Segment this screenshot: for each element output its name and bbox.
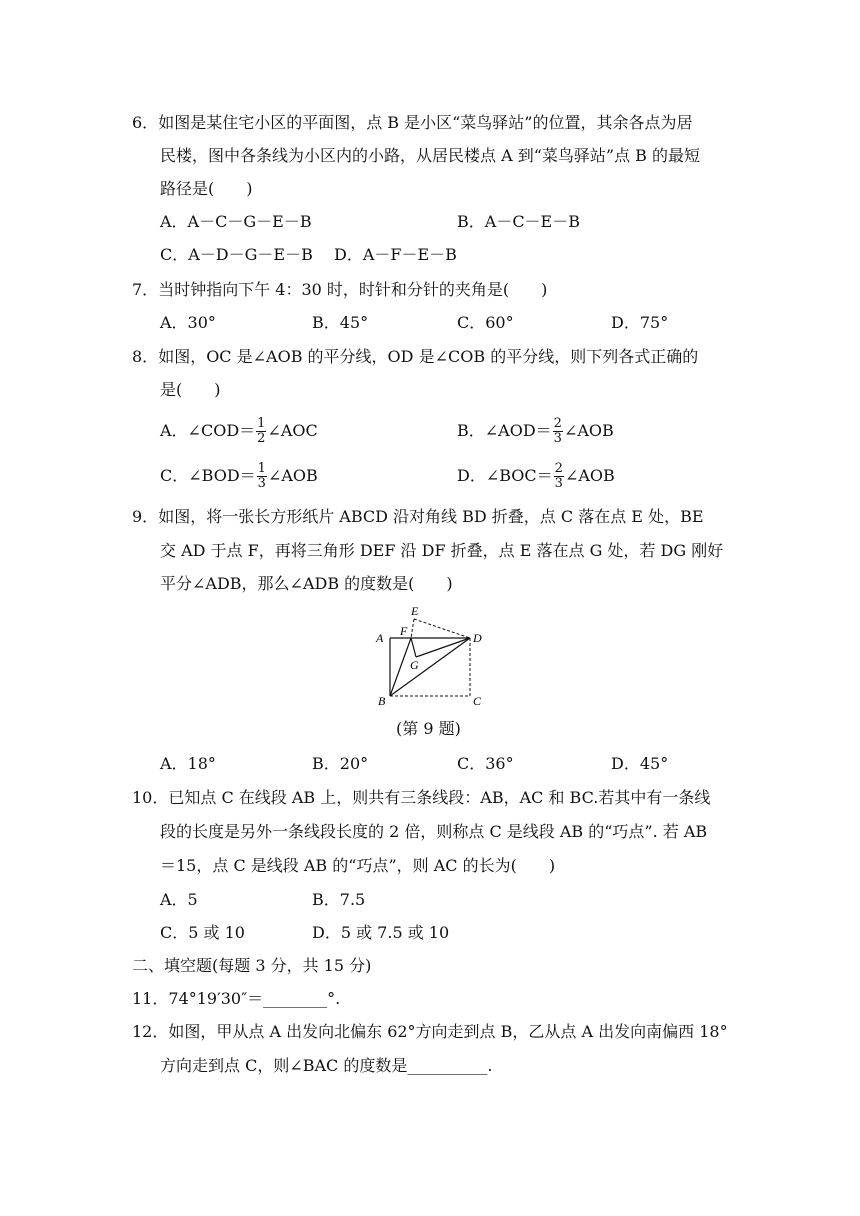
segment-ef-dashed — [411, 619, 414, 638]
label-e: E — [411, 604, 419, 618]
q7-option-d: D．75° — [611, 313, 669, 332]
q12-line-1 — [132, 1021, 728, 1043]
q8-b-prefix: B．∠AOD＝ — [457, 421, 552, 440]
q10-line-1 — [132, 787, 710, 809]
q8-b-denominator: 3 — [553, 431, 562, 446]
q7-option-b: B．45° — [312, 313, 369, 332]
q11-line-1 — [132, 988, 340, 1010]
q10-line-3: ＝15，点 C 是线段 AB 的“巧点”，则 AC 的长为( ) — [160, 856, 556, 875]
q11-text-1: 74°19′30″＝________°. — [168, 989, 341, 1008]
q8-d-prefix: D．∠BOC＝ — [457, 466, 553, 485]
q9-number: 9． — [132, 507, 159, 526]
label-f: F — [400, 624, 408, 638]
q8-a-denominator: 2 — [257, 431, 266, 446]
q7-number: 7． — [132, 280, 159, 299]
q8-c-suffix: ∠AOB — [267, 466, 318, 485]
q9-option-b: B．20° — [312, 754, 369, 773]
segment-gd — [416, 638, 470, 657]
q6-text-1: 如图是某住宅小区的平面图，点 B 是小区“菜鸟驿站”的位置，其余各点为居 — [158, 113, 693, 132]
q8-option-b — [457, 416, 614, 446]
q8-c-denominator: 3 — [257, 476, 266, 491]
q8-option-c — [160, 461, 318, 491]
q8-c-prefix: C．∠BOD＝ — [160, 466, 256, 485]
q8-line-1 — [132, 346, 698, 368]
segment-ed-dashed — [414, 619, 470, 638]
segment-bf — [390, 638, 411, 696]
q6-line-3: 路径是( ) — [160, 179, 253, 198]
q12-number: 12． — [132, 1022, 169, 1041]
q10-option-d: D．5 或 7.5 或 10 — [312, 923, 450, 942]
q8-b-numerator: 2 — [553, 416, 562, 431]
q8-d-suffix: ∠AOB — [564, 466, 615, 485]
q8-line-2: 是( ) — [160, 380, 221, 399]
diagonal-bd — [390, 638, 470, 696]
q6-option-d: D．A－F－E－B — [334, 245, 457, 264]
q9-text-1: 如图，将一张长方形纸片 ABCD 沿对角线 BD 折叠，点 C 落在点 E 处，BE — [158, 507, 704, 526]
q7-text-1: 当时钟指向下午 4：30 时，时针和分针的夹角是( ) — [158, 280, 548, 299]
q12-line-2: 方向走到点 C，则∠BAC 的度数是__________. — [160, 1056, 493, 1075]
q8-c-numerator: 1 — [257, 461, 266, 476]
q9-option-c: C．36° — [457, 754, 514, 773]
q8-a-prefix: A．∠COD＝ — [160, 421, 256, 440]
q9-figure — [360, 601, 490, 709]
q9-line-2: 交 AD 于点 F，再将三角形 DEF 沿 DF 折叠，点 E 落在点 G 处，若 DG 刚好 — [160, 541, 724, 560]
q8-a-fraction — [256, 417, 266, 446]
q8-b-fraction — [553, 417, 563, 446]
segment-fg — [411, 638, 416, 657]
q8-a-numerator: 1 — [257, 416, 266, 431]
q8-d-numerator: 2 — [554, 461, 563, 476]
q7-option-a: A．30° — [160, 313, 216, 332]
q6-option-c: C．A－D－G－E－B — [160, 245, 313, 264]
label-a: A — [376, 631, 384, 645]
q7-line-1 — [132, 279, 547, 301]
q12-text-1: 如图，甲从点 A 出发向北偏东 62°方向走到点 B，乙从点 A 出发向南偏西 18° — [168, 1022, 728, 1041]
q9-line-3: 平分∠ADB，那么∠ADB 的度数是( ) — [160, 574, 453, 593]
q10-line-2: 段的长度是另外一条线段长度的 2 倍，则称点 C 是线段 AB 的“巧点”. 若 AB — [160, 822, 708, 841]
q10-option-b: B．7.5 — [312, 890, 366, 909]
q8-b-suffix: ∠AOB — [563, 421, 614, 440]
q8-option-a — [160, 416, 318, 446]
section-2-heading: 二、填空题(每题 3 分，共 15 分) — [132, 956, 372, 975]
q6-line-1 — [132, 112, 692, 134]
q9-figure-caption: (第 9 题) — [396, 719, 461, 738]
q10-option-a: A．5 — [160, 890, 198, 909]
q8-d-denominator: 3 — [554, 476, 563, 491]
label-d: D — [473, 631, 482, 645]
q9-line-1 — [132, 506, 704, 528]
q10-text-1: 已知点 C 在线段 AB 上，则共有三条线段：AB，AC 和 BC.若其中有一条线 — [168, 788, 711, 807]
q9-option-a: A．18° — [160, 754, 216, 773]
label-b: B — [378, 694, 386, 708]
q8-number: 8． — [132, 347, 159, 366]
q6-line-2: 民楼，图中各条线为小区内的小路，从居民楼点 A 到“菜鸟驿站”点 B 的最短 — [160, 146, 701, 165]
q11-number: 11． — [132, 989, 169, 1008]
q6-option-a: A．A－C－G－E－B — [160, 212, 312, 231]
label-c: C — [473, 694, 482, 708]
q8-text-1: 如图，OC 是∠AOB 的平分线，OD 是∠COB 的平分线，则下列各式正确的 — [158, 347, 699, 366]
q10-option-c: C．5 或 10 — [160, 923, 245, 942]
label-g: G — [410, 658, 419, 672]
q8-a-suffix: ∠AOC — [267, 421, 318, 440]
q8-option-d — [457, 461, 615, 491]
q8-c-fraction — [257, 462, 267, 491]
q9-option-d: D．45° — [611, 754, 669, 773]
q6-number: 6． — [132, 113, 159, 132]
q6-option-b: B．A－C－E－B — [457, 212, 580, 231]
q7-option-c: C．60° — [457, 313, 514, 332]
q10-number: 10． — [132, 788, 169, 807]
q8-d-fraction — [554, 462, 564, 491]
